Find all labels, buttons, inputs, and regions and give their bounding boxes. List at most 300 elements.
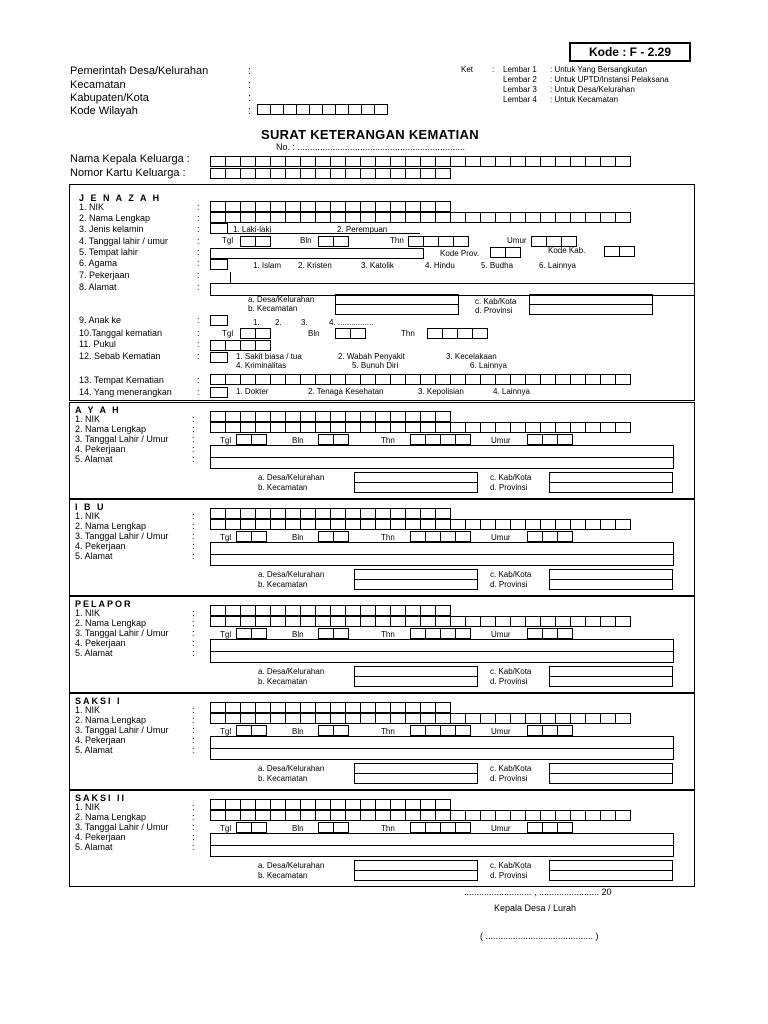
char-cell[interactable] [510, 616, 526, 627]
char-cell[interactable] [300, 616, 316, 627]
anak-ke-checkbox[interactable] [210, 315, 228, 326]
person-pekerjaan-input[interactable] [210, 639, 674, 651]
person-pekerjaan-input[interactable] [210, 833, 674, 845]
person-pekerjaan-input[interactable] [210, 736, 674, 748]
char-cell[interactable] [255, 374, 271, 385]
char-cell[interactable] [390, 201, 406, 212]
kematian-tgl-cells[interactable] [240, 328, 270, 339]
char-cell[interactable] [405, 605, 421, 616]
char-cell[interactable] [240, 374, 256, 385]
char-cell[interactable] [300, 605, 316, 616]
person-thn-cells[interactable] [410, 822, 470, 833]
char-cell[interactable] [225, 374, 241, 385]
person-alamat-input[interactable] [210, 457, 674, 469]
agama-checkbox[interactable] [210, 259, 228, 270]
char-cell[interactable] [495, 810, 511, 821]
char-cell[interactable] [300, 156, 316, 167]
char-cell[interactable] [465, 519, 481, 530]
person-nik-cells[interactable] [210, 411, 450, 422]
char-cell[interactable] [300, 508, 316, 519]
char-cell[interactable] [210, 374, 226, 385]
char-cell[interactable] [270, 605, 286, 616]
char-cell[interactable] [330, 156, 346, 167]
person-tgl-cells[interactable] [236, 531, 266, 542]
char-cell[interactable] [405, 374, 421, 385]
char-cell[interactable] [240, 201, 256, 212]
char-cell[interactable] [420, 156, 436, 167]
char-cell[interactable] [450, 519, 466, 530]
char-cell[interactable] [225, 616, 241, 627]
char-cell[interactable] [270, 168, 286, 179]
char-cell[interactable] [240, 422, 256, 433]
char-cell[interactable] [375, 799, 391, 810]
person-thn-cells[interactable] [410, 531, 470, 542]
kode-wilayah-cells[interactable] [257, 104, 387, 115]
char-cell[interactable] [585, 156, 601, 167]
char-cell[interactable] [480, 616, 496, 627]
char-cell[interactable] [300, 168, 316, 179]
char-cell[interactable] [465, 212, 481, 223]
char-cell[interactable] [330, 508, 346, 519]
char-cell[interactable] [285, 702, 301, 713]
char-cell[interactable] [615, 519, 631, 530]
char-cell[interactable] [585, 422, 601, 433]
person-tgl-cells[interactable] [236, 434, 266, 445]
char-cell[interactable] [255, 212, 271, 223]
char-cell[interactable] [225, 810, 241, 821]
char-cell[interactable] [345, 519, 361, 530]
person-nama-cells[interactable] [210, 616, 630, 627]
person-nama-cells[interactable] [210, 810, 630, 821]
jenazah-bln-cells[interactable] [318, 236, 348, 247]
char-cell[interactable] [300, 201, 316, 212]
char-cell[interactable] [390, 422, 406, 433]
char-cell[interactable] [390, 616, 406, 627]
char-cell[interactable] [330, 374, 346, 385]
char-cell[interactable] [375, 201, 391, 212]
char-cell[interactable] [405, 616, 421, 627]
char-cell[interactable] [240, 616, 256, 627]
char-cell[interactable] [570, 519, 586, 530]
person-umur-cells[interactable] [527, 725, 572, 736]
char-cell[interactable] [255, 713, 271, 724]
char-cell[interactable] [315, 156, 331, 167]
char-cell[interactable] [375, 810, 391, 821]
char-cell[interactable] [330, 212, 346, 223]
person-bln-cells[interactable] [318, 725, 348, 736]
char-cell[interactable] [525, 616, 541, 627]
char-cell[interactable] [420, 605, 436, 616]
char-cell[interactable] [555, 422, 571, 433]
char-cell[interactable] [300, 411, 316, 422]
char-cell[interactable] [540, 519, 556, 530]
char-cell[interactable] [300, 702, 316, 713]
char-cell[interactable] [225, 156, 241, 167]
char-cell[interactable] [255, 156, 271, 167]
char-cell[interactable] [285, 201, 301, 212]
person-nik-cells[interactable] [210, 508, 450, 519]
person-thn-cells[interactable] [410, 628, 470, 639]
char-cell[interactable] [345, 212, 361, 223]
char-cell[interactable] [270, 702, 286, 713]
char-cell[interactable] [570, 212, 586, 223]
kode-kab-cells[interactable] [604, 246, 634, 257]
char-cell[interactable] [375, 374, 391, 385]
char-cell[interactable] [345, 156, 361, 167]
char-cell[interactable] [360, 810, 376, 821]
char-cell[interactable] [285, 519, 301, 530]
char-cell[interactable] [240, 508, 256, 519]
char-cell[interactable] [285, 713, 301, 724]
char-cell[interactable] [330, 616, 346, 627]
char-cell[interactable] [315, 168, 331, 179]
char-cell[interactable] [270, 156, 286, 167]
char-cell[interactable] [390, 810, 406, 821]
char-cell[interactable] [555, 713, 571, 724]
char-cell[interactable] [255, 616, 271, 627]
char-cell[interactable] [495, 616, 511, 627]
char-cell[interactable] [420, 374, 436, 385]
char-cell[interactable] [435, 810, 451, 821]
char-cell[interactable] [360, 374, 376, 385]
char-cell[interactable] [525, 422, 541, 433]
menerangkan-checkbox[interactable] [210, 387, 228, 398]
kec-input[interactable] [354, 870, 478, 881]
char-cell[interactable] [315, 508, 331, 519]
person-bln-cells[interactable] [318, 822, 348, 833]
char-cell[interactable] [435, 713, 451, 724]
char-cell[interactable] [375, 702, 391, 713]
char-cell[interactable] [225, 799, 241, 810]
prov-input[interactable] [549, 773, 673, 784]
prov-input[interactable] [549, 579, 673, 590]
prov-input[interactable] [549, 870, 673, 881]
char-cell[interactable] [540, 212, 556, 223]
char-cell[interactable] [435, 411, 451, 422]
char-cell[interactable] [315, 201, 331, 212]
char-cell[interactable] [360, 616, 376, 627]
char-cell[interactable] [270, 810, 286, 821]
char-cell[interactable] [555, 212, 571, 223]
char-cell[interactable] [480, 422, 496, 433]
char-cell[interactable] [555, 374, 571, 385]
char-cell[interactable] [420, 702, 436, 713]
char-cell[interactable] [210, 713, 226, 724]
char-cell[interactable] [255, 810, 271, 821]
tempat-lahir-input[interactable] [210, 248, 424, 259]
char-cell[interactable] [360, 212, 376, 223]
char-cell[interactable] [465, 713, 481, 724]
char-cell[interactable] [435, 799, 451, 810]
person-umur-cells[interactable] [527, 822, 572, 833]
char-cell[interactable] [405, 508, 421, 519]
char-cell[interactable] [390, 799, 406, 810]
char-cell[interactable] [330, 411, 346, 422]
char-cell[interactable] [390, 713, 406, 724]
char-cell[interactable] [405, 156, 421, 167]
char-cell[interactable] [600, 810, 616, 821]
char-cell[interactable] [450, 810, 466, 821]
char-cell[interactable] [240, 713, 256, 724]
char-cell[interactable] [495, 212, 511, 223]
char-cell[interactable] [300, 212, 316, 223]
char-cell[interactable] [525, 519, 541, 530]
tempat-kematian-cells[interactable] [210, 374, 630, 385]
char-cell[interactable] [270, 411, 286, 422]
char-cell[interactable] [240, 605, 256, 616]
char-cell[interactable] [225, 168, 241, 179]
person-alamat-input[interactable] [210, 651, 674, 663]
char-cell[interactable] [390, 212, 406, 223]
char-cell[interactable] [345, 411, 361, 422]
char-cell[interactable] [345, 605, 361, 616]
person-thn-cells[interactable] [410, 434, 470, 445]
char-cell[interactable] [315, 422, 331, 433]
char-cell[interactable] [330, 810, 346, 821]
char-cell[interactable] [555, 156, 571, 167]
char-cell[interactable] [225, 411, 241, 422]
char-cell[interactable] [270, 519, 286, 530]
char-cell[interactable] [435, 168, 451, 179]
char-cell[interactable] [255, 519, 271, 530]
char-cell[interactable] [375, 605, 391, 616]
char-cell[interactable] [300, 810, 316, 821]
char-cell[interactable] [255, 422, 271, 433]
char-cell[interactable] [615, 810, 631, 821]
kode-prov-cells[interactable] [490, 247, 520, 258]
char-cell[interactable] [315, 605, 331, 616]
char-cell[interactable] [210, 605, 226, 616]
char-cell[interactable] [330, 713, 346, 724]
char-cell[interactable] [210, 422, 226, 433]
prov-input[interactable] [549, 482, 673, 493]
char-cell[interactable] [270, 508, 286, 519]
char-cell[interactable] [480, 713, 496, 724]
nomor-kk-cells[interactable] [210, 168, 450, 179]
char-cell[interactable] [300, 713, 316, 724]
char-cell[interactable] [210, 156, 226, 167]
char-cell[interactable] [375, 422, 391, 433]
char-cell[interactable] [435, 156, 451, 167]
char-cell[interactable] [420, 212, 436, 223]
person-alamat-input[interactable] [210, 748, 674, 760]
char-cell[interactable] [510, 156, 526, 167]
char-cell[interactable] [345, 799, 361, 810]
char-cell[interactable] [540, 810, 556, 821]
char-cell[interactable] [465, 156, 481, 167]
char-cell[interactable] [600, 374, 616, 385]
char-cell[interactable] [420, 713, 436, 724]
char-cell[interactable] [240, 168, 256, 179]
char-cell[interactable] [360, 168, 376, 179]
char-cell[interactable] [270, 201, 286, 212]
char-cell[interactable] [540, 156, 556, 167]
char-cell[interactable] [450, 713, 466, 724]
char-cell[interactable] [270, 422, 286, 433]
kepala-keluarga-cells[interactable] [210, 156, 630, 167]
char-cell[interactable] [375, 519, 391, 530]
char-cell[interactable] [285, 422, 301, 433]
char-cell[interactable] [405, 702, 421, 713]
kematian-thn-cells[interactable] [427, 328, 487, 339]
char-cell[interactable] [495, 374, 511, 385]
char-cell[interactable] [240, 212, 256, 223]
char-cell[interactable] [450, 374, 466, 385]
char-cell[interactable] [585, 519, 601, 530]
char-cell[interactable] [585, 810, 601, 821]
char-cell[interactable] [315, 212, 331, 223]
char-cell[interactable] [270, 799, 286, 810]
char-cell[interactable] [270, 713, 286, 724]
char-cell[interactable] [405, 799, 421, 810]
char-cell[interactable] [240, 810, 256, 821]
char-cell[interactable] [375, 156, 391, 167]
char-cell[interactable] [330, 605, 346, 616]
jenazah-tgl-cells[interactable] [240, 236, 270, 247]
char-cell[interactable] [480, 374, 496, 385]
char-cell[interactable] [285, 799, 301, 810]
person-alamat-input[interactable] [210, 554, 674, 566]
person-pekerjaan-input[interactable] [210, 445, 674, 457]
char-cell[interactable] [300, 374, 316, 385]
char-cell[interactable] [615, 422, 631, 433]
kec-input[interactable] [335, 304, 459, 315]
char-cell[interactable] [555, 616, 571, 627]
pukul-cells[interactable] [210, 340, 270, 351]
char-cell[interactable] [225, 212, 241, 223]
char-cell[interactable] [510, 422, 526, 433]
char-cell[interactable] [510, 374, 526, 385]
char-cell[interactable] [255, 411, 271, 422]
person-bln-cells[interactable] [318, 531, 348, 542]
prov-input[interactable] [549, 676, 673, 687]
kec-input[interactable] [354, 482, 478, 493]
char-cell[interactable] [405, 168, 421, 179]
person-alamat-input[interactable] [210, 845, 674, 857]
char-cell[interactable] [480, 156, 496, 167]
char-cell[interactable] [285, 508, 301, 519]
char-cell[interactable] [285, 810, 301, 821]
char-cell[interactable] [450, 616, 466, 627]
char-cell[interactable] [405, 810, 421, 821]
char-cell[interactable] [525, 713, 541, 724]
char-cell[interactable] [255, 799, 271, 810]
char-cell[interactable] [585, 374, 601, 385]
char-cell[interactable] [345, 168, 361, 179]
char-cell[interactable] [450, 422, 466, 433]
char-cell[interactable] [435, 422, 451, 433]
kec-input[interactable] [354, 773, 478, 784]
char-cell[interactable] [285, 212, 301, 223]
char-cell[interactable] [435, 508, 451, 519]
char-cell[interactable] [600, 156, 616, 167]
char-cell[interactable] [510, 810, 526, 821]
char-cell[interactable] [255, 508, 271, 519]
char-cell[interactable] [345, 702, 361, 713]
char-cell[interactable] [315, 374, 331, 385]
char-cell[interactable] [315, 713, 331, 724]
char-cell[interactable] [585, 616, 601, 627]
char-cell[interactable] [600, 713, 616, 724]
char-cell[interactable] [465, 810, 481, 821]
char-cell[interactable] [420, 616, 436, 627]
char-cell[interactable] [450, 212, 466, 223]
char-cell[interactable] [360, 605, 376, 616]
char-cell[interactable] [360, 201, 376, 212]
char-cell[interactable] [450, 156, 466, 167]
char-cell[interactable] [525, 156, 541, 167]
char-cell[interactable] [495, 422, 511, 433]
char-cell[interactable] [345, 374, 361, 385]
char-cell[interactable] [315, 616, 331, 627]
char-cell[interactable] [315, 810, 331, 821]
char-cell[interactable] [420, 508, 436, 519]
char-cell[interactable] [495, 156, 511, 167]
char-cell[interactable] [525, 810, 541, 821]
char-cell[interactable] [390, 605, 406, 616]
char-cell[interactable] [420, 201, 436, 212]
char-cell[interactable] [570, 810, 586, 821]
char-cell[interactable] [585, 212, 601, 223]
char-cell[interactable] [465, 422, 481, 433]
char-cell[interactable] [210, 212, 226, 223]
char-cell[interactable] [270, 212, 286, 223]
char-cell[interactable] [435, 605, 451, 616]
char-cell[interactable] [315, 519, 331, 530]
char-cell[interactable] [240, 799, 256, 810]
char-cell[interactable] [600, 422, 616, 433]
char-cell[interactable] [315, 411, 331, 422]
char-cell[interactable] [435, 702, 451, 713]
char-cell[interactable] [210, 411, 226, 422]
char-cell[interactable] [405, 212, 421, 223]
person-thn-cells[interactable] [410, 725, 470, 736]
char-cell[interactable] [210, 702, 226, 713]
char-cell[interactable] [600, 212, 616, 223]
char-cell[interactable] [570, 374, 586, 385]
char-cell[interactable] [375, 616, 391, 627]
char-cell[interactable] [555, 519, 571, 530]
char-cell[interactable] [225, 519, 241, 530]
char-cell[interactable] [330, 201, 346, 212]
char-cell[interactable] [405, 519, 421, 530]
char-cell[interactable] [540, 422, 556, 433]
char-cell[interactable] [345, 508, 361, 519]
char-cell[interactable] [435, 374, 451, 385]
char-cell[interactable] [360, 156, 376, 167]
char-cell[interactable] [285, 168, 301, 179]
char-cell[interactable] [360, 508, 376, 519]
person-umur-cells[interactable] [527, 628, 572, 639]
char-cell[interactable] [345, 201, 361, 212]
char-cell[interactable] [510, 713, 526, 724]
char-cell[interactable] [510, 519, 526, 530]
person-pekerjaan-input[interactable] [210, 542, 674, 554]
person-nik-cells[interactable] [210, 702, 450, 713]
char-cell[interactable] [525, 374, 541, 385]
char-cell[interactable] [390, 702, 406, 713]
person-bln-cells[interactable] [318, 628, 348, 639]
char-cell[interactable] [615, 212, 631, 223]
char-cell[interactable] [375, 508, 391, 519]
char-cell[interactable] [375, 713, 391, 724]
char-cell[interactable] [420, 810, 436, 821]
char-cell[interactable] [210, 519, 226, 530]
person-nik-cells[interactable] [210, 799, 450, 810]
char-cell[interactable] [225, 508, 241, 519]
char-cell[interactable] [585, 713, 601, 724]
char-cell[interactable] [225, 605, 241, 616]
